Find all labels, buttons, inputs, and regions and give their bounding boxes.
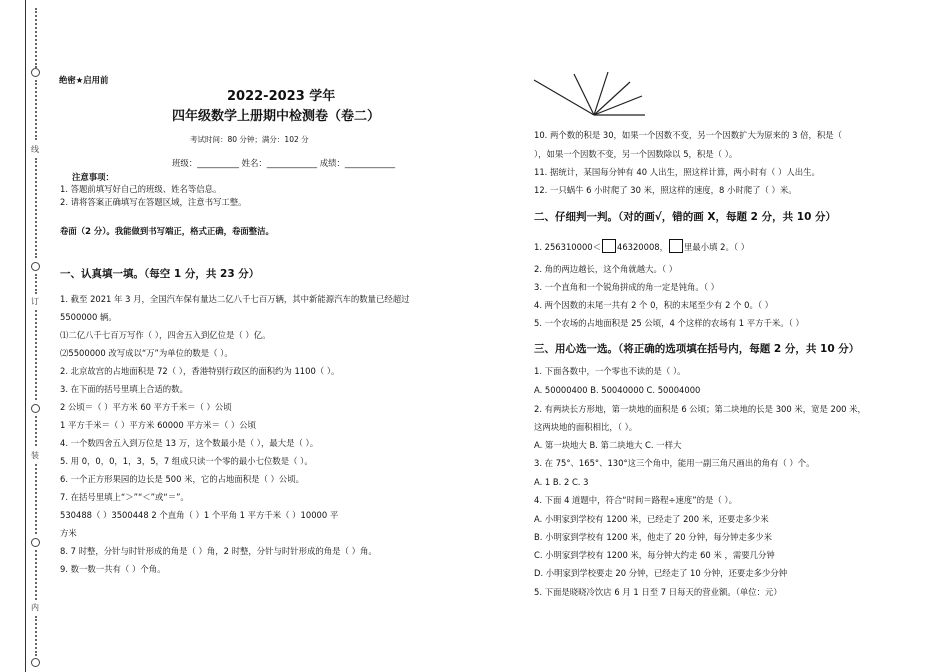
binding-dots [35,416,39,446]
binding-dots [35,310,39,400]
question-line: 1. 下面各数中，一个零也不读的是（ ）。 [534,366,686,376]
judge-q1-part-a: 1. 256310000＜ [534,242,601,252]
question-line: 5500000 辆。 [60,312,117,322]
question-line: 5. 用 0，0，0，1，3，5，7 组成只读一个零的最小七位数是（ ）。 [60,456,313,466]
question-line: 8. 7 时整，分针与时针形成的角是（ ）角，2 时整，分针与时针形成的角是（ ）角。 [60,546,377,556]
binding-dots [35,80,39,140]
question-line: A. 50000400 B. 50040000 C. 50004000 [534,385,701,395]
question-line: 3. 一个直角和一个锐角拼成的角一定是钝角。（ ） [534,282,719,292]
judge-q1 [534,239,749,253]
question-line: 11. 据统计，某国每分钟有 40 人出生，照这样计算，两小时有（ ）人出生。 [534,167,820,177]
binding-char: 线 [31,145,39,154]
question-line: 这两块地的面积相比，（ ）。 [534,422,638,432]
question-line: 3. 在下面的括号里填上合适的数。 [60,384,188,394]
binding-dots [35,8,39,68]
question-line: 5. 下面是晓晓冷饮店 6 月 1 日至 7 日每天的营业额。（单位：元） [534,587,782,597]
question-line: 7. 在括号里填上“＞”“＜”或“＝”。 [60,492,189,502]
question-line: 方米 [60,528,77,538]
binding-hole [31,262,40,271]
binding-dots [35,550,39,600]
binding-line [25,0,26,672]
question-line: A. 小明家到学校有 1200 米，已经走了 200 米，还要走多少米 [534,514,769,524]
binding-hole [31,658,40,667]
question-line: B. 小明家到学校有 1200 米，他走了 20 分钟，每分钟走多少米 [534,532,772,542]
question-line: 9. 数一数一共有（ ）个角。 [60,564,166,574]
question-line: 4. 两个因数的末尾一共有 2 个 0，积的末尾至少有 2 个 0。（ ） [534,300,774,310]
blank-box [669,239,683,253]
neatness-note: 卷面（2 分）。我能做到书写端正，格式正确，卷面整洁。 [60,226,274,236]
exam-info: 考试时间：80 分钟；满分：102 分 [190,135,309,144]
secret-label: 绝密★启用前 [59,75,109,85]
binding-hole [31,538,40,547]
question-line: 2 公顷＝（ ）平方米 60 平方千米＝（ ）公顷 [60,402,232,412]
question-line: D. 小明家到学校要走 20 分钟，已经走了 10 分钟，还要走多少分钟 [534,568,788,578]
student-fields: 班级：__________ 姓名：____________ 成绩：____________ [172,158,396,168]
binding-dots [35,616,39,656]
question-line: C. 小明家到学校有 1200 米，每分钟大约走 60 米 ，需要几分钟 [534,550,775,560]
question-line: 2. 有两块长方形地，第一块地的面积是 6 公顷；第二块地的长是 300 米，宽是 200 米， [534,404,866,414]
question-line: 2. 北京故宫的占地面积是 72（ ），香港特别行政区的面积约为 1100（ ）。 [60,366,340,376]
question-line: 3. 在 75°、165°、130°这三个角中，能用一副三角尺画出的角有（ ）个。 [534,458,815,468]
question-line: A. 1 B. 2 C. 3 [534,477,589,487]
binding-hole [31,68,40,77]
binding-hole [31,404,40,413]
question-line: 1. 截至 2021 年 3 月，全国汽车保有量达二亿八千七百万辆，其中新能源汽车的数量已经超过 [60,294,410,304]
question-line: ⑵5500000 改写成以“万”为单位的数是（ ）。 [60,348,233,358]
binding-dots [35,274,39,294]
question-line: 5. 一个农场的占地面积是 25 公顷，4 个这样的农场有 1 平方千米。（ ） [534,318,804,328]
question-line: 12. 一只蜗牛 6 小时爬了 30 米，照这样的速度，8 小时爬了（ ）米。 [534,185,797,195]
question-line: ⑴二亿八千七百万写作（ ），四舍五入到亿位是（ ）亿。 [60,330,271,340]
note-item: 2. 请将答案正确填写在答题区域，注意书写工整。 [60,197,247,207]
notes-title: 注意事项： [72,172,114,182]
question-line: 530488（ ）3500448 2 个直角（ ）1 个平角 1 平方千米（ ）10000 平 [60,510,339,520]
question-line: A. 第一块地大 B. 第二块地大 C. 一样大 [534,440,682,450]
note-item: 1. 答题前填写好自己的班级、姓名等信息。 [60,184,222,194]
section2-heading: 二、仔细判一判。（对的画√，错的画 X，每题 2 分，共 10 分） [534,211,837,223]
angle-figure [530,70,650,120]
binding-char: 装 [31,451,39,460]
question-line: 2. 角的两边越长，这个角就越大。（ ） [534,264,678,274]
question-line: 4. 下面 4 道题中，符合“时间＝路程÷速度”的是（ ）。 [534,495,737,505]
question-line: 6. 一个正方形果园的边长是 500 米，它的占地面积是（ ）公顷。 [60,474,304,484]
binding-dots [35,464,39,534]
question-line: ），如果一个因数不变，另一个因数除以 5，积是（ ）。 [534,149,738,159]
question-line: 1 平方千米＝（ ）平方米 60000 平方米＝（ ）公顷 [60,420,257,430]
section1-heading: 一、认真填一填。（每空 1 分，共 23 分） [60,268,260,280]
question-line: 4. 一个数四舍五入到万位是 13 万，这个数最小是（ ），最大是（ ）。 [60,438,319,448]
school-year: 2022-2023 学年 [227,89,336,104]
page-title: 四年级数学上册期中检测卷（卷二） [172,109,381,124]
section3-heading: 三、用心选一选。（将正确的选项填在括号内，每题 2 分，共 10 分） [534,343,860,355]
binding-char: 内 [31,603,39,612]
judge-q1-part-b: 46320008， [616,242,668,252]
judge-q1-part-c: 里最小填 2。（ ） [684,242,750,252]
blank-box [602,239,616,253]
binding-char: 订 [31,297,39,306]
binding-dots [35,158,39,258]
question-line: 10. 两个数的积是 30，如果一个因数不变，另一个因数扩大为原来的 3 倍，积是（ [534,130,842,140]
